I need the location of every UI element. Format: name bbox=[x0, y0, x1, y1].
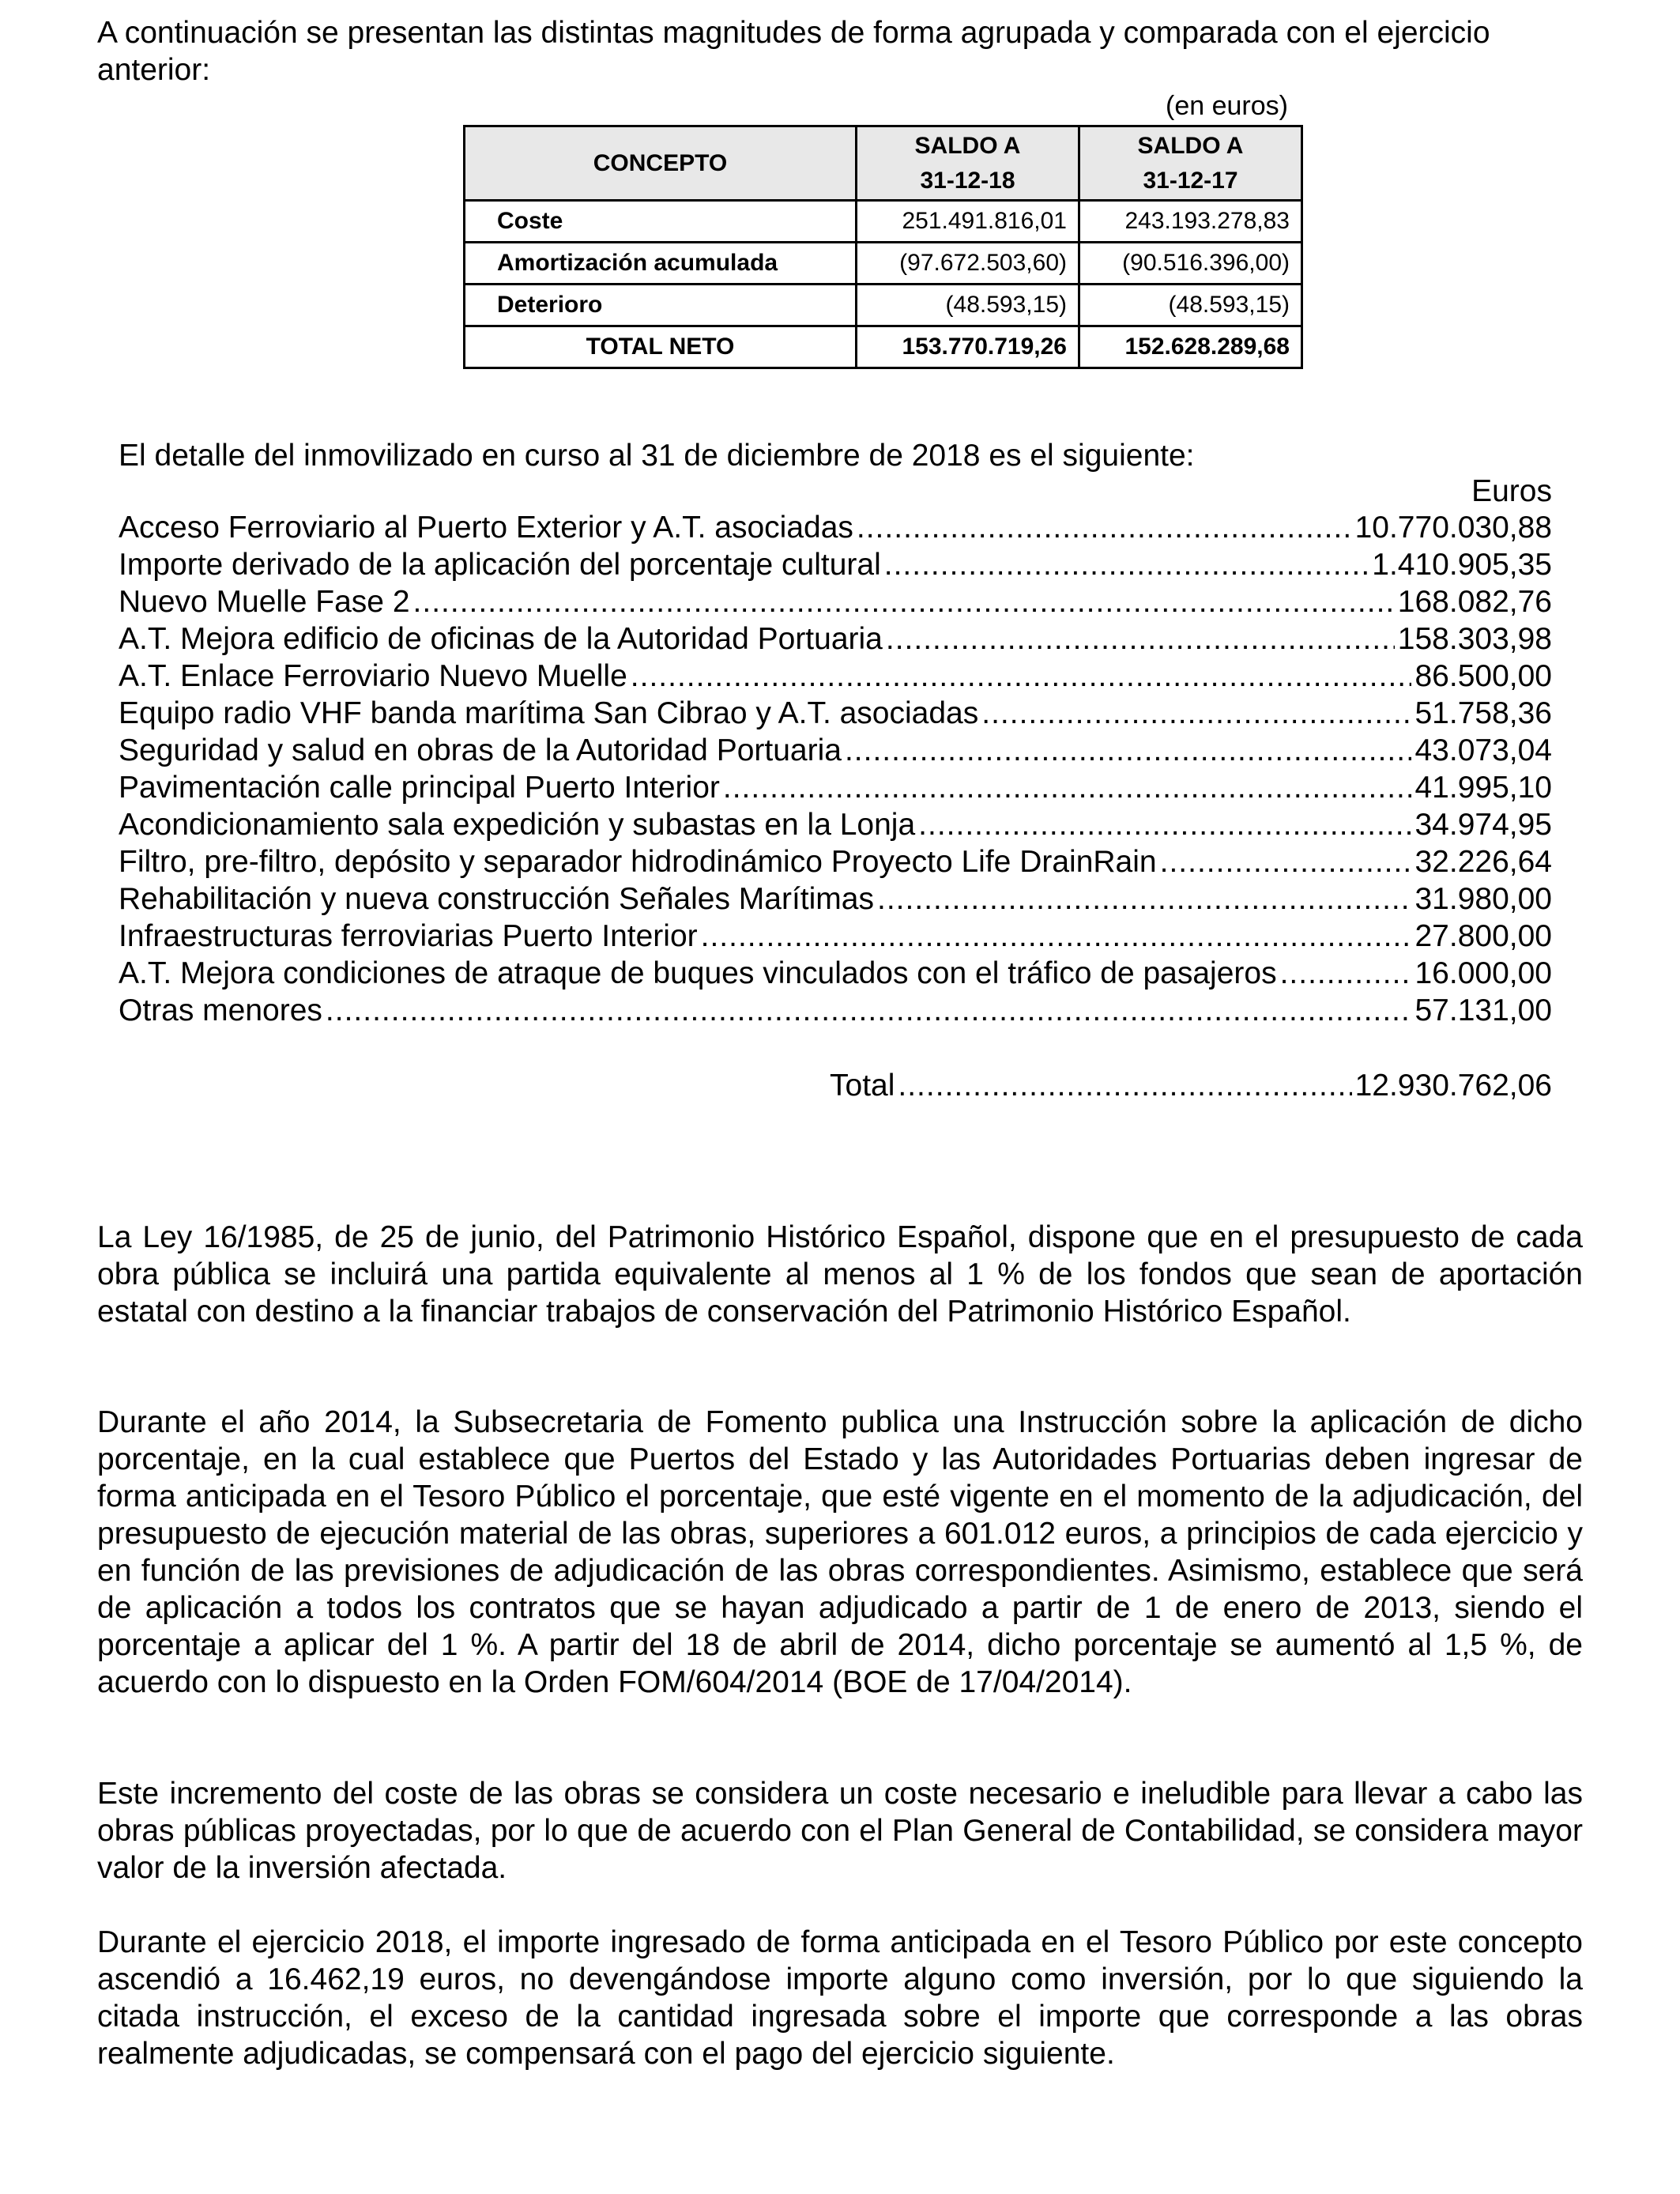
item-label: A.T. Enlace Ferroviario Nuevo Muelle bbox=[119, 659, 627, 693]
item-amount: 158.303,98 bbox=[1397, 622, 1552, 656]
leader-dots bbox=[884, 546, 1369, 583]
summary-header-row bbox=[465, 126, 1302, 201]
list-item bbox=[119, 583, 1552, 620]
item-amount: 1.410.905,35 bbox=[1372, 548, 1552, 582]
leader-dots bbox=[701, 918, 1412, 955]
header-saldo-2018-line2: 31-12-18 bbox=[920, 167, 1015, 194]
item-amount: 57.131,00 bbox=[1414, 993, 1552, 1027]
detail-total bbox=[830, 1067, 1552, 1104]
total-value-2018: 153.770.719,26 bbox=[857, 326, 1079, 368]
list-item bbox=[119, 546, 1552, 583]
item-amount: 27.800,00 bbox=[1414, 919, 1552, 953]
header-saldo-2017-line1: SALDO A bbox=[1137, 132, 1244, 159]
row-value-2017: (90.516.396,00) bbox=[1079, 243, 1302, 285]
paragraph-ejercicio-2018: Durante el ejercicio 2018, el importe ingresado de forma anticipada en el Tesoro Público por este concepto ascendió a 16.462,19 euros, no devengándose importe alguno como inversión, por lo que siguiendo la citada instrucción, el exceso de la cantidad ingresada sobre el importe que corresponde a las obras realmente adjudicadas, se compensará con el pago del ejercicio siguiente. bbox=[97, 1925, 1583, 2071]
item-label: Acceso Ferroviario al Puerto Exterior y A.T. asociadas bbox=[119, 511, 853, 545]
leader-dots bbox=[631, 658, 1412, 695]
leader-dots bbox=[857, 509, 1352, 546]
leader-dots bbox=[1160, 843, 1412, 880]
leader-dots bbox=[845, 732, 1412, 769]
row-value-2018: (97.672.503,60) bbox=[857, 243, 1079, 285]
item-label: Filtro, pre-filtro, depósito y separador hidrodinámico Proyecto Life DrainRain bbox=[119, 845, 1157, 879]
row-concept: Amortización acumulada bbox=[465, 243, 857, 285]
leader-dots bbox=[981, 695, 1411, 732]
header-concept: CONCEPTO bbox=[465, 126, 857, 201]
list-item bbox=[119, 620, 1552, 658]
table-total-row bbox=[465, 326, 1302, 368]
paragraph-incremento-coste: Este incremento del coste de las obras se considera un coste necesario e ineludible para llevar a cabo las obras públicas proyectadas, por lo que de acuerdo con el Plan General de Contabilidad, se considera mayor valor de la inversión afectada. bbox=[97, 1777, 1583, 1885]
item-amount: 86.500,00 bbox=[1414, 659, 1552, 693]
row-concept: Coste bbox=[465, 201, 857, 243]
item-amount: 32.226,64 bbox=[1414, 845, 1552, 879]
intro-text: A continuación se presentan las distintas magnitudes de forma agrupada y comparada con el ejercicio anterior: bbox=[97, 16, 1490, 87]
leader-dots bbox=[886, 620, 1395, 658]
list-item bbox=[119, 695, 1552, 732]
item-amount: 31.980,00 bbox=[1414, 882, 1552, 916]
list-item bbox=[119, 992, 1552, 1029]
detail-list bbox=[119, 509, 1552, 1029]
leader-dots bbox=[723, 769, 1412, 806]
item-label: Rehabilitación y nueva construcción Señales Marítimas bbox=[119, 882, 874, 916]
item-label: Otras menores bbox=[119, 993, 322, 1027]
list-item bbox=[119, 769, 1552, 806]
item-amount: 10.770.030,88 bbox=[1354, 511, 1552, 545]
item-label: Pavimentación calle principal Puerto Interior bbox=[119, 771, 720, 805]
list-item bbox=[119, 806, 1552, 843]
list-item bbox=[119, 880, 1552, 918]
item-amount: 41.995,10 bbox=[1414, 771, 1552, 805]
row-value-2017: 243.193.278,83 bbox=[1079, 201, 1302, 243]
total-amount: 12.930.762,06 bbox=[1354, 1069, 1552, 1103]
leader-dots bbox=[898, 1067, 1351, 1104]
total-label: Total bbox=[830, 1069, 895, 1103]
table-row bbox=[465, 243, 1302, 285]
item-label: A.T. Mejora edificio de oficinas de la Autoridad Portuaria bbox=[119, 622, 883, 656]
item-label: Acondicionamiento sala expedición y subastas en la Lonja bbox=[119, 808, 916, 842]
leader-dots bbox=[1280, 955, 1412, 992]
list-item bbox=[119, 658, 1552, 695]
header-saldo-2018 bbox=[857, 126, 1079, 201]
row-value-2017: (48.593,15) bbox=[1079, 285, 1302, 326]
item-label: Equipo radio VHF banda marítima San Cibrao y A.T. asociadas bbox=[119, 696, 979, 730]
header-saldo-2017 bbox=[1079, 126, 1302, 201]
list-item bbox=[119, 955, 1552, 992]
header-saldo-2017-line2: 31-12-17 bbox=[1143, 167, 1238, 194]
list-item bbox=[119, 509, 1552, 546]
leader-dots bbox=[413, 583, 1395, 620]
row-concept: Deterioro bbox=[465, 285, 857, 326]
currency-header: Euros bbox=[1471, 474, 1552, 508]
row-value-2018: (48.593,15) bbox=[857, 285, 1079, 326]
detail-heading: El detalle del inmovilizado en curso al 31 de diciembre de 2018 es el siguiente: bbox=[119, 439, 1195, 473]
item-label: Importe derivado de la aplicación del porcentaje cultural bbox=[119, 548, 881, 582]
total-value-2017: 152.628.289,68 bbox=[1079, 326, 1302, 368]
table-row bbox=[465, 285, 1302, 326]
list-item bbox=[119, 843, 1552, 880]
paragraph-instruccion-2014: Durante el año 2014, la Subsecretaria de Fomento publica una Instrucción sobre la aplicación de dicho porcentaje, en la cual establece que Puertos del Estado y las Autoridades Portuarias deben ingresar de forma anticipada en el Tesoro Público el porcentaje, que esté vigente en el momento de la adjudicación, del presupuesto de ejecución material de las obras, superiores a 601.012 euros, a principios de cada ejercicio y en función de las previsiones de adjudicación de las obras correspondientes. Asimismo, establece que será de aplicación a todos los contratos que se hayan adjudicado a partir de 1 de enero de 2013, siendo el porcentaje a aplicar del 1 %. A partir del 18 de abril de 2014, dicho porcentaje se aumentó al 1,5 %, de acuerdo con lo dispuesto en la Orden FOM/604/2014 (BOE de 17/04/2014). bbox=[97, 1405, 1583, 1699]
table-row bbox=[465, 201, 1302, 243]
leader-dots bbox=[877, 880, 1412, 918]
paragraph-ley-patrimonio: La Ley 16/1985, de 25 de junio, del Patrimonio Histórico Español, dispone que en el presupuesto de cada obra pública se incluirá una partida equivalente al menos al 1 % de los fondos que sean de aportación estatal con destino a la financiar trabajos de conservación del Patrimonio Histórico Español. bbox=[97, 1220, 1583, 1329]
item-label: Nuevo Muelle Fase 2 bbox=[119, 585, 410, 619]
leader-dots bbox=[918, 806, 1411, 843]
total-concept: TOTAL NETO bbox=[465, 326, 857, 368]
unit-note: (en euros) bbox=[1166, 91, 1288, 121]
row-value-2018: 251.491.816,01 bbox=[857, 201, 1079, 243]
item-amount: 168.082,76 bbox=[1397, 585, 1552, 619]
item-label: Infraestructuras ferroviarias Puerto Interior bbox=[119, 919, 698, 953]
item-label: Seguridad y salud en obras de la Autoridad Portuaria bbox=[119, 733, 842, 767]
item-amount: 34.974,95 bbox=[1414, 808, 1552, 842]
item-amount: 51.758,36 bbox=[1414, 696, 1552, 730]
leader-dots bbox=[326, 992, 1412, 1029]
item-label: A.T. Mejora condiciones de atraque de buques vinculados con el tráfico de pasajeros bbox=[119, 956, 1277, 990]
item-amount: 16.000,00 bbox=[1414, 956, 1552, 990]
header-saldo-2018-line1: SALDO A bbox=[914, 132, 1021, 159]
list-item bbox=[119, 732, 1552, 769]
item-amount: 43.073,04 bbox=[1414, 733, 1552, 767]
summary-table bbox=[463, 125, 1303, 369]
list-item bbox=[119, 918, 1552, 955]
